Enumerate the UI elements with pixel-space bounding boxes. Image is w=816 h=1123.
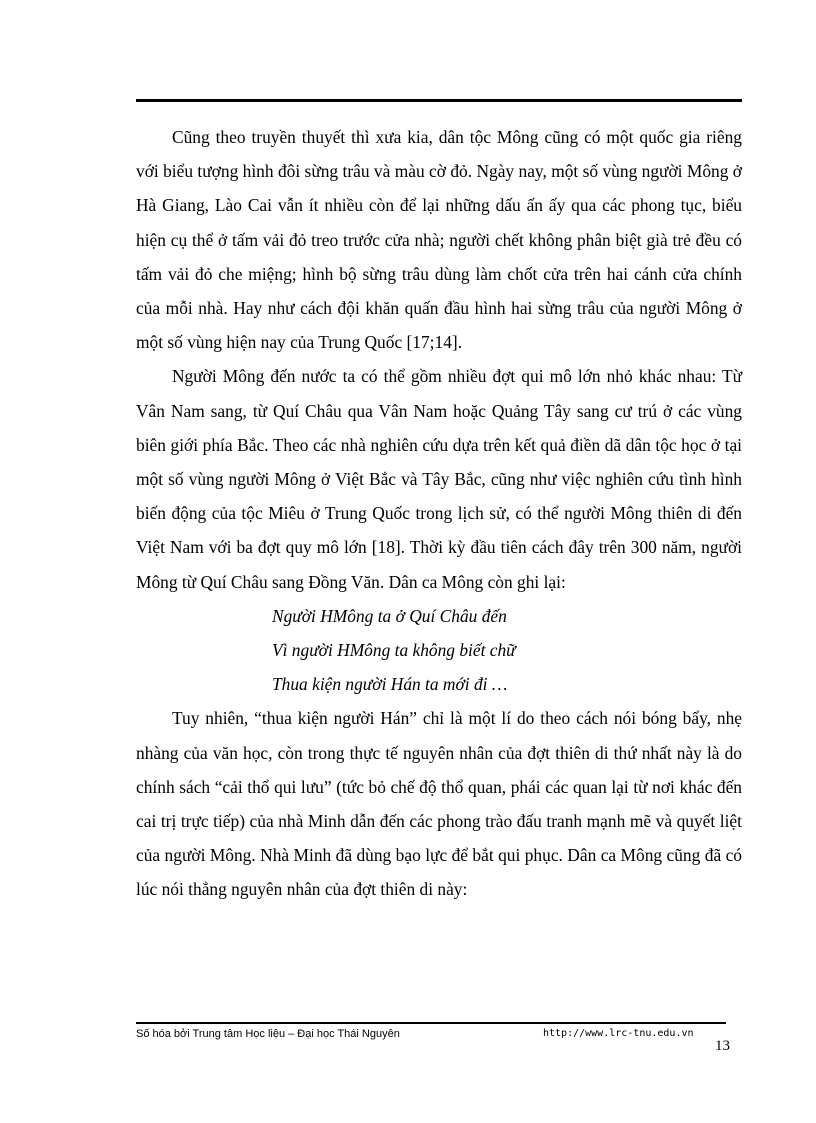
folk-song-verse <box>136 599 742 702</box>
verse-line-2: Vì người HMông ta không biết chữ <box>272 640 516 661</box>
paragraph-3: Tuy nhiên, “thua kiện người Hán” chỉ là một lí do theo cách nói bóng bẩy, nhẹ nhàng của văn học, còn trong thực tế nguyên nhân của đợt thiên di thứ nhất này là do chính sách “cải thổ qui lưu” (tức bỏ chế độ thổ quan, phái các quan lại từ nơi khác đến cai trị trực tiếp) của nhà Minh dẫn đến các phong trào đấu tranh mạnh mẽ và quyết liệt của người Mông. Nhà Minh đã dùng bạo lực để bắt qui phục. Dân ca Mông cũng đã có lúc nói thẳng nguyên nhân của đợt thiên di này: <box>136 708 742 900</box>
footer-url-link[interactable]: http://www.lrc-tnu.edu.vn <box>543 1028 694 1039</box>
body-text <box>136 120 742 907</box>
verse-line-1: Người HMông ta ở Quí Châu đến <box>272 605 507 626</box>
paragraph-2: Người Mông đến nước ta có thể gồm nhiều đợt qui mô lớn nhỏ khác nhau: Từ Vân Nam sang, từ Quí Châu qua Vân Nam hoặc Quảng Tây sang cư trú ở các vùng biên giới phía Bắc. Theo các nhà nghiên cứu dựa trên kết quả điền dã dân tộc học ở tại một số vùng người Mông ở Việt Bắc và Tây Bắc, cũng như việc nghiên cứu tình hình biến động của tộc Miêu ở Trung Quốc trong lịch sử, có thể người Mông thiên di đến Việt Nam với ba đợt quy mô lớn [18]. Thời kỳ đầu tiên cách đây trên 300 năm, người Mông từ Quí Châu sang Đồng Văn. Dân ca Mông còn ghi lại: <box>136 366 742 592</box>
header-divider <box>136 99 742 102</box>
paragraph-1: Cũng theo truyền thuyết thì xưa kia, dân tộc Mông cũng có một quốc gia riêng với biểu tượng hình đôi sừng trâu và màu cờ đỏ. Ngày nay, một số vùng người Mông ở Hà Giang, Lào Cai vẫn ít nhiều còn để lại những dấu ấn ấy qua các phong tục, biểu hiện cụ thể ở tấm vải đỏ treo trước cửa nhà; người chết không phân biệt già trẻ đều có tấm vải đỏ che miệng; hình bộ sừng trâu dùng làm chốt cửa trên hai cánh cửa chính của mỗi nhà. Hay như cách đội khăn quấn đầu hình hai sừng trâu của người Mông ở một số vùng hiện nay của Trung Quốc [17;14]. <box>136 127 742 353</box>
page-number: 13 <box>715 1038 730 1054</box>
footer-source: Số hóa bởi Trung tâm Học liệu – Đại học Thái Nguyên <box>136 1028 400 1040</box>
footer-divider <box>136 1022 726 1024</box>
verse-line-3: Thua kiện người Hán ta mới đi … <box>272 674 508 695</box>
